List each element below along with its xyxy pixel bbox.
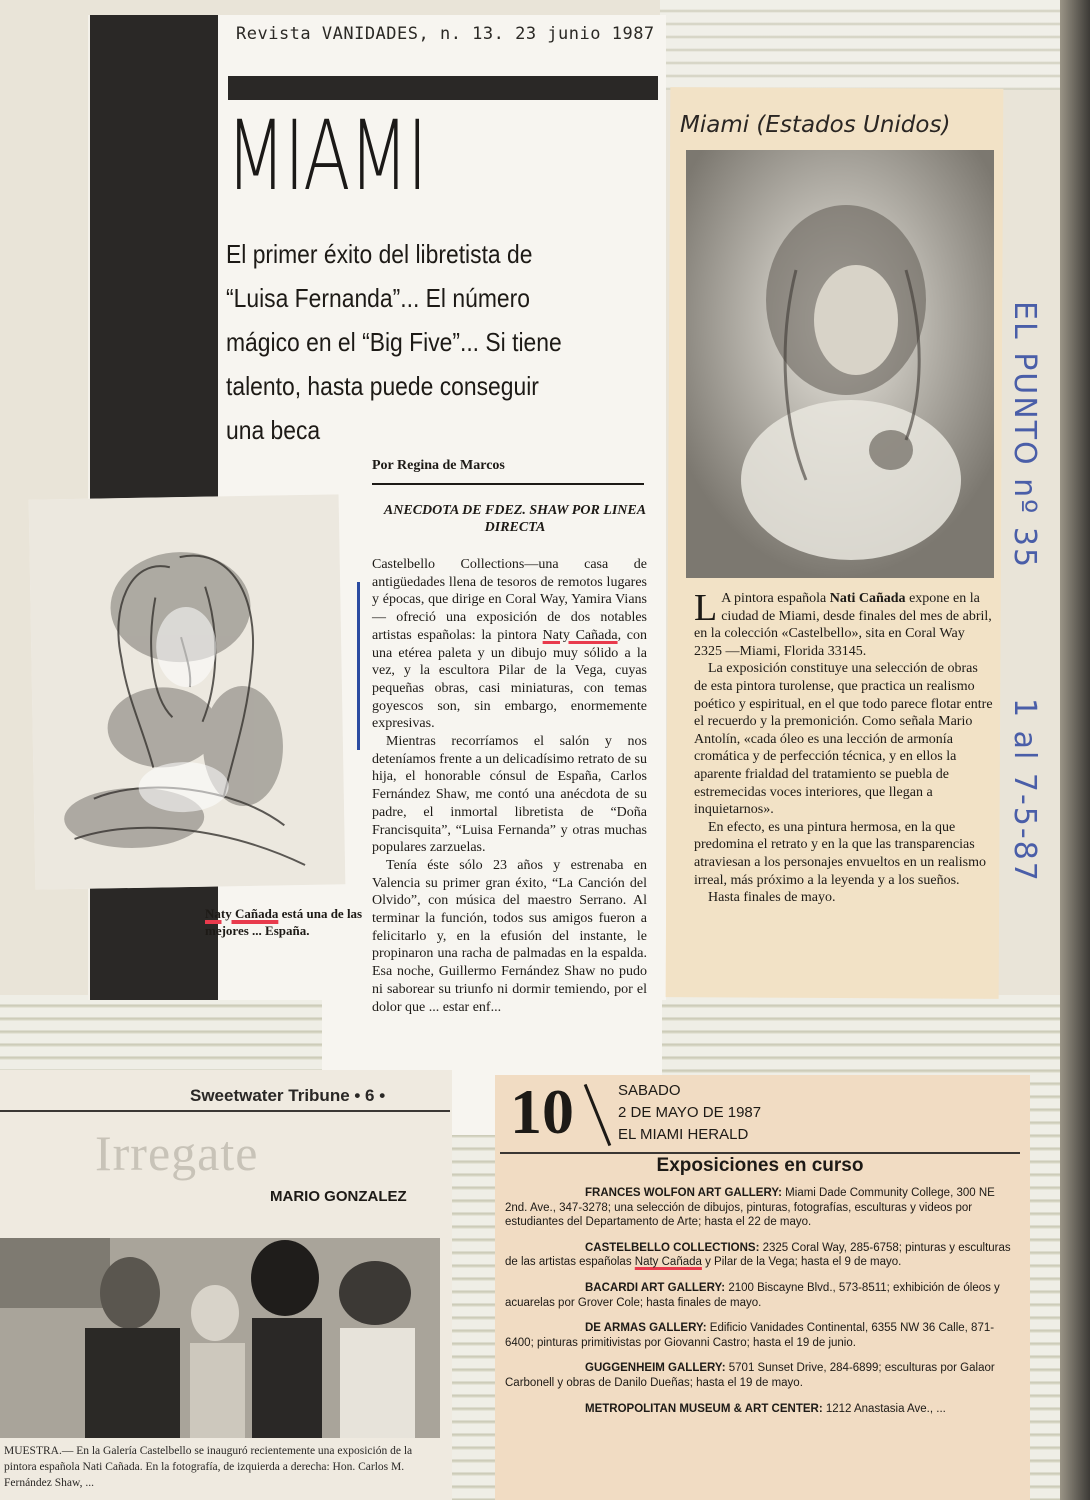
- highlighted-artist-name: Naty Cañada: [542, 627, 618, 643]
- list-item: [505, 1186, 1017, 1230]
- paragraph-1-text-b: , con una etérea paleta y un dibujo muy sólido a la vez, y la escultora Pilar de la Vega, cuyas pequeñas obras, casi miniaturas, con temas goyescos son, sin embargo, enormemente expresivas.: [372, 627, 648, 732]
- gallery-details: 2100 Biscayne Blvd., 573-8511; exhibición de óleos y acuarelas por Grover Cole; hasta finales de mayo.: [505, 1281, 1000, 1309]
- list-item: [505, 1402, 1017, 1417]
- portrait-painting-photo: [686, 150, 994, 578]
- portrait-sketch-photo: [29, 494, 346, 889]
- paragraph-1: [372, 556, 647, 733]
- list-item: [505, 1281, 1017, 1310]
- scrapbook-edge: [1060, 0, 1090, 1500]
- paragraph-2: Mientras recorríamos el salón y nos deteníamos frente a un delicadísimo retrato de su hija, el honorable cónsul de España, Carlos Fernández Shaw, me contó una anécdota de su padre, el inmortal libretista de “Doña Francisquita”, “Luisa Fernanda” y otras muchas populares zarzuelas.: [372, 734, 647, 856]
- gallery-details: Edificio Vanidades Continental, 6355 NW 36 Calle, 871-6400; pinturas primitivistas por Giovanni Castro; hasta el 19 de junio.: [505, 1322, 995, 1349]
- gallery-details: 5701 Sunset Drive, 284-6899; esculturas por Galaor Carbonell y obras de Danilo Dueñas; hasta el 19 de mayo.: [505, 1362, 995, 1389]
- handwritten-date: 1 al 7-5-87: [1007, 697, 1042, 883]
- highlighted-artist-name: Naty Cañada: [634, 1256, 702, 1269]
- section-title: ANECDOTA DE FDEZ. SHAW POR LINEA DIRECTA: [383, 503, 647, 535]
- striped-background-top: [660, 0, 1090, 90]
- el-punto-paragraph-3: En efecto, es una pintura hermosa, en la que predomina el retrato y en la que las transparencias atraviesan a los personajes envueltos en un realismo irreal, más próximo a la leyenda y a los sueños.: [694, 819, 986, 888]
- byline: Por Regina de Marcos: [372, 458, 505, 473]
- headline: MIAMI: [226, 100, 427, 212]
- el-punto-paragraph-4: Hasta finales de mayo.: [708, 890, 836, 906]
- el-punto-p1-b: expone en la ciudad de Miami, desde finales del mes de abril, en la colección «Castelbello», sita en Coral Way 2325 —Miami, Florida 33145.: [694, 591, 992, 659]
- artist-name-bold: Nati Cañada: [829, 591, 906, 606]
- gallery-details: 2325 Coral Way, 285-6758; pinturas y esculturas de las artistas españolas: [505, 1241, 1011, 1269]
- issue-date: 2 DE MAYO DE 1987: [618, 1104, 762, 1121]
- handwritten-source: EL PUNTO nº 35: [1007, 300, 1042, 570]
- section-rule: [500, 1152, 1020, 1154]
- clipping-title: Miami (Estados Unidos): [680, 112, 951, 138]
- group-photo-illustration: [0, 1238, 440, 1438]
- photo-caption: [205, 905, 365, 939]
- gallery-details-end: y Pilar de la Vega; hasta el 9 de mayo.: [701, 1256, 902, 1269]
- paragraph-3: Tenía éste sólo 23 años y estrenaba en Valencia su primer gran éxito, “La Canción del Olvido”, con música del maestro Serrano. Al terminar la función, todos sus amigos fueron a felicitarlo y, en la efusión del instante, le propinaron una racha de palmadas en la espalda. Esa noche, Guillermo Fernández Shaw no pudo ni saborear su triunfo ni dormir temiendo, por el dolor que ... estar enf...: [372, 857, 647, 1015]
- publication-name: Sweetwater Tribune • 6 •: [190, 1086, 386, 1105]
- sketch-illustration: [29, 494, 346, 889]
- el-punto-p1-a: A pintora española: [721, 591, 830, 606]
- paper-name: EL MIAMI HERALD: [618, 1126, 749, 1143]
- exhibition-list: [505, 1186, 1017, 1427]
- gallery-name: GUGGENHEIM GALLERY:: [585, 1362, 726, 1375]
- gallery-name: METROPOLITAN MUSEUM & ART CENTER:: [585, 1402, 823, 1415]
- paragraph-1-text-a: Castelbello Collections—una casa de antigüedades llena de tesoros de remotos lugares y épocas, que dirige en Coral Way, Yamira Vians— ofreció una exposición de dos notables artistas españolas: la pintora: [372, 557, 647, 643]
- gallery-details: 1212 Anastasia Ave., ...: [822, 1402, 946, 1415]
- gallery-name: BACARDI ART GALLERY:: [585, 1281, 726, 1294]
- gallery-name: CASTELBELLO COLLECTIONS:: [585, 1241, 760, 1254]
- gallery-name: FRANCES WOLFON ART GALLERY:: [585, 1187, 782, 1199]
- publication-rule: [0, 1110, 450, 1112]
- el-punto-paragraph-1: [694, 587, 994, 660]
- list-item: [505, 1321, 1017, 1350]
- painting-illustration: [686, 150, 994, 578]
- header-black-rule: [228, 76, 658, 100]
- el-punto-paragraph-2: La exposición constituye una selección de obras de esta pintora turolense, que practica un realismo poético y espiritual, en el que todo parece flotar entre el recuerdo y la premonición. Como señala Mario Antolín, «cada óleo es una lección de armonía cromática y de perfección técnica, y en ellos la aparente frialdad del tratamiento se puebla de estremecidas voces interiores, que llegan a inquietarnos».: [694, 661, 993, 818]
- caption-highlighted-name: Naty Cañada: [205, 906, 279, 921]
- article-body: [372, 556, 647, 1016]
- subheadline: El primer éxito del libretista de “Luisa Fernanda”... El número mágico en el “Big Five”... Si tiene talento, hasta puede conseguir una beca: [226, 239, 562, 445]
- group-photo: [0, 1238, 440, 1438]
- bleed-through-heading: Irregate: [95, 1125, 259, 1181]
- el-punto-body: [694, 587, 994, 907]
- blue-pen-mark: [357, 582, 360, 750]
- list-item: [505, 1241, 1017, 1270]
- byline-rule: [372, 483, 644, 485]
- page-number: 10: [510, 1076, 574, 1147]
- gallery-details: Miami Dade Community College, 300 NE 2nd. Ave., 347-3278; una selección de dibujos, pinturas, fotografías, esculturas y videos por estudiantes del Departamento de Arte; hasta el 22 de mayo.: [505, 1187, 995, 1229]
- drop-cap: L: [694, 587, 718, 629]
- issue-info: [618, 1080, 761, 1146]
- issue-day: SABADO: [618, 1082, 681, 1099]
- typewritten-source-note: Revista VANIDADES, n. 13. 23 junio 1987: [236, 24, 655, 44]
- group-photo-caption: MUESTRA.— En la Galería Castelbello se inauguró recientemente una exposición de la pintora española Nati Cañada. En la fotografía, de izquierda a derecha: Hon. Carlos M. Fernández Shaw, ...: [4, 1445, 413, 1489]
- caption-text: está una de las mejores ... España.: [205, 906, 363, 938]
- list-item: [505, 1361, 1017, 1390]
- gallery-name: DE ARMAS GALLERY:: [585, 1322, 707, 1335]
- section-heading: Exposiciones en curso: [656, 1155, 864, 1176]
- author-name: MARIO GONZALEZ: [270, 1188, 407, 1205]
